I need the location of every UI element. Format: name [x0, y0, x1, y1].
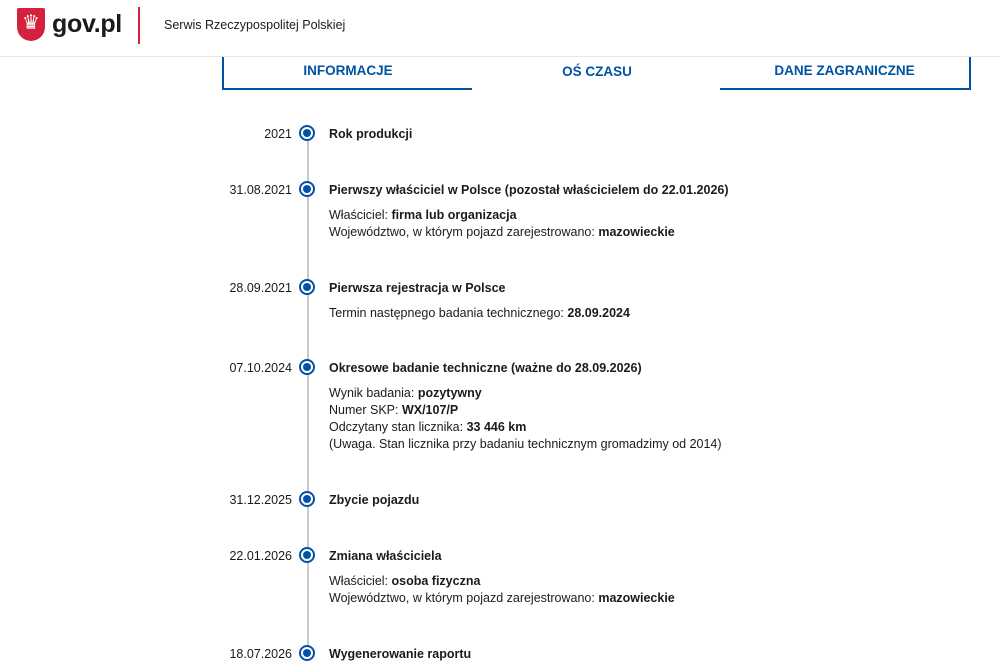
header-divider	[138, 7, 140, 44]
next-inspection-line: Termin następnego badania technicznego: 28.09.2024	[329, 306, 630, 320]
timeline-line	[307, 133, 309, 658]
result-line: Wynik badania: pozytywny	[329, 386, 482, 400]
site-header	[0, 0, 1000, 57]
event-title: Zmiana właściciela	[329, 549, 442, 563]
owner-line: Właściciel: firma lub organizacja	[329, 208, 517, 222]
event-date: 22.01.2026	[229, 549, 292, 563]
event-title: Pierwsza rejestracja w Polsce	[329, 281, 506, 295]
event-title: Zbycie pojazdu	[329, 493, 420, 507]
odometer-note: (Uwaga. Stan licznika przy badaniu technicznym gromadzimy od 2014)	[329, 437, 722, 451]
event-date: 31.12.2025	[229, 493, 292, 507]
tab-informacje[interactable]: INFORMACJE	[222, 57, 472, 90]
event-date: 2021	[264, 127, 292, 141]
timeline-dot-icon	[299, 645, 315, 661]
event-title: Okresowe badanie techniczne (ważne do 28.09.2026)	[329, 361, 642, 375]
owner-line: Właściciel: osoba fizyczna	[329, 574, 481, 588]
event-details	[329, 385, 722, 453]
event-details	[329, 573, 675, 607]
event-title: Wygenerowanie raportu	[329, 647, 472, 661]
timeline-dot-icon	[299, 547, 315, 563]
tab-dane-zagraniczne[interactable]: DANE ZAGRANICZNE	[720, 57, 971, 90]
voivodeship-line: Województwo, w którym pojazd zarejestrowano: mazowieckie	[329, 591, 675, 605]
event-details	[329, 305, 630, 322]
timeline-dot-icon	[299, 491, 315, 507]
event-details	[329, 207, 675, 241]
event-title: Rok produkcji	[329, 127, 413, 141]
polish-emblem-icon[interactable]: ♛	[17, 8, 45, 41]
event-date: 31.08.2021	[229, 183, 292, 197]
timeline-dot-icon	[299, 359, 315, 375]
timeline-dot-icon	[299, 125, 315, 141]
timeline-dot-icon	[299, 181, 315, 197]
skp-line: Numer SKP: WX/107/P	[329, 403, 459, 417]
event-date: 07.10.2024	[229, 361, 292, 375]
brand-logo[interactable]: gov.pl	[52, 10, 122, 38]
event-title: Pierwszy właściciel w Polsce (pozostał właścicielem do 22.01.2026)	[329, 183, 729, 197]
voivodeship-line: Województwo, w którym pojazd zarejestrowano: mazowieckie	[329, 225, 675, 239]
service-name: Serwis Rzeczypospolitej Polskiej	[164, 18, 346, 32]
event-date: 28.09.2021	[229, 281, 292, 295]
odometer-line: Odczytany stan licznika: 33 446 km	[329, 420, 527, 434]
event-date: 18.07.2026	[229, 647, 292, 661]
tab-os-czasu[interactable]: OŚ CZASU	[562, 64, 632, 79]
timeline-dot-icon	[299, 279, 315, 295]
